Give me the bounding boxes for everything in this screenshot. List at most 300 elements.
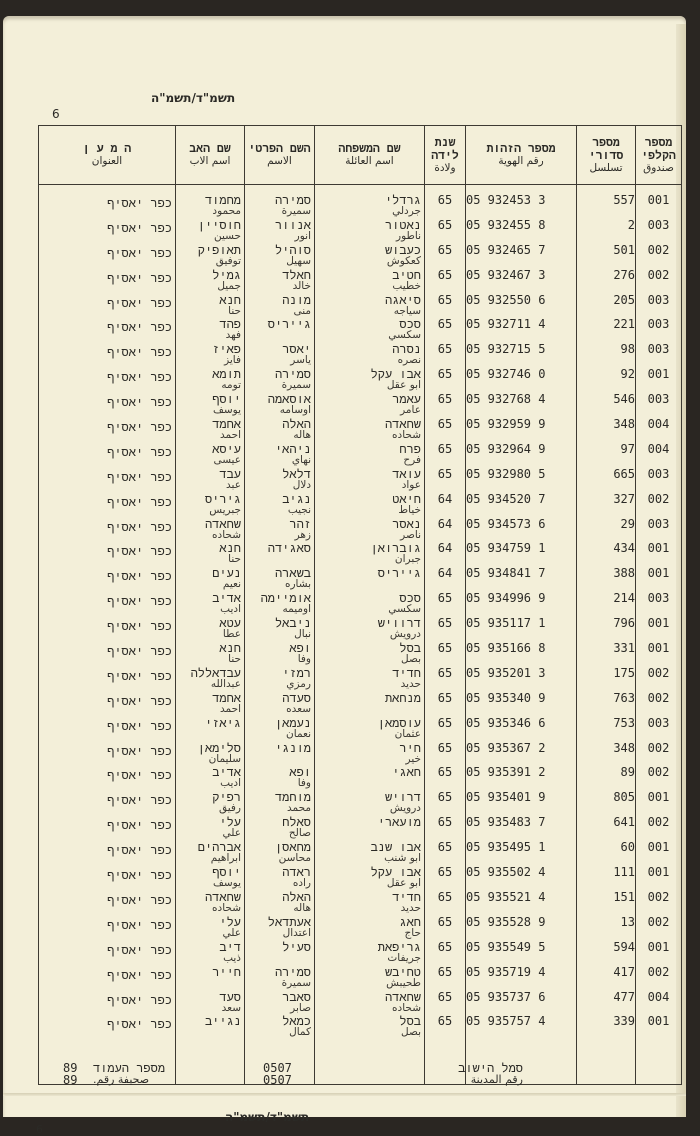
cell-birth-year: 64 (425, 567, 466, 592)
cell-family-name: חיאט خياط (315, 493, 425, 518)
cell-father-name: עבדאללה عبدالله (176, 667, 245, 692)
cell-serial: 434 (577, 542, 636, 567)
cell-id-number: 05 934759 1 (466, 542, 577, 567)
table-row (39, 468, 682, 493)
cell-family-name: נאטור ناطور (315, 219, 425, 244)
cell-family-name: עואד عواد (315, 468, 425, 493)
table-body (39, 185, 682, 1085)
cell-family-name: כעבוש كعكوش (315, 244, 425, 269)
table-header-row (39, 126, 682, 185)
page-number: 6 (52, 107, 60, 121)
table-row (39, 941, 682, 966)
cell-ballot: 001 (636, 941, 682, 966)
cell-father-name: מחמוד محمود (176, 194, 245, 219)
cell-serial: 276 (577, 269, 636, 294)
page-label: מספר העמוד (93, 1061, 166, 1075)
table-row (39, 692, 682, 717)
cell-ballot: 001 (636, 1015, 682, 1040)
cell-serial: 89 (577, 766, 636, 791)
cell-family-name: גוברואן جبران (315, 542, 425, 567)
cell-family-name: אבו שנב ابو شنب (315, 841, 425, 866)
cell-family-name: סיאגה سياجه (315, 294, 425, 319)
cell-id-number: 05 932711 4 (466, 318, 577, 343)
header-father-name: שם האב اسم الاب (176, 126, 245, 185)
cell-family-name: גייריס (315, 567, 425, 592)
cell-id-number: 05 935367 2 (466, 742, 577, 767)
cell-ballot: 003 (636, 468, 682, 493)
table-row (39, 343, 682, 368)
cell-father-name: אדיב اديب (176, 766, 245, 791)
cell-ballot: 004 (636, 991, 682, 1016)
cell-ballot: 002 (636, 493, 682, 518)
cell-ballot: 003 (636, 592, 682, 617)
cell-ballot: 002 (636, 966, 682, 991)
cell-serial: 753 (577, 717, 636, 742)
page-value: 89 (63, 1061, 78, 1075)
cell-address: כפר יאסיף (39, 194, 176, 219)
cell-id-number: 05 932550 6 (466, 294, 577, 319)
next-page-title: תשמ"ד/תשמ"ה (225, 1110, 310, 1124)
cell-father-name: אחמד احمد (176, 418, 245, 443)
cell-serial: 92 (577, 368, 636, 393)
cell-family-name: עאמר عامر (315, 393, 425, 418)
cell-serial: 97 (577, 443, 636, 468)
cell-father-name: פאיז فايز (176, 343, 245, 368)
cell-first-name: ניבאל نبال (245, 617, 315, 642)
cell-family-name: טחיבש طحيبش (315, 966, 425, 991)
cell-serial: 205 (577, 294, 636, 319)
cell-serial: 388 (577, 567, 636, 592)
table-row (39, 866, 682, 891)
cell-serial: 98 (577, 343, 636, 368)
cell-family-name: סכס سكسي (315, 318, 425, 343)
cell-address: כפר יאסיף (39, 841, 176, 866)
cell-ballot: 002 (636, 766, 682, 791)
table-row (39, 393, 682, 418)
cell-family-name: חיר خير (315, 742, 425, 767)
cell-serial: 417 (577, 966, 636, 991)
table-row (39, 567, 682, 592)
cell-family-name: בסל بصل (315, 1015, 425, 1040)
cell-father-name: תאופיק توفيق (176, 244, 245, 269)
page-label-arabic: صحيفة رقم. (93, 1073, 150, 1086)
cell-birth-year: 65 (425, 841, 466, 866)
header-serial: מספר סדורי تسلسل (577, 126, 636, 185)
cell-father-name: דיב ذيب (176, 941, 245, 966)
cell-serial: 546 (577, 393, 636, 418)
cell-family-name: עוסמאן عثمان (315, 717, 425, 742)
cell-id-number: 05 935521 4 (466, 891, 577, 916)
cell-family-name: נסרה نصره (315, 343, 425, 368)
cell-father-name: סעד سعد (176, 991, 245, 1016)
cell-birth-year: 65 (425, 443, 466, 468)
cell-first-name: אוסאמה اوسامه (245, 393, 315, 418)
cell-father-name: אחמד احمد (176, 692, 245, 717)
cell-birth-year: 65 (425, 816, 466, 841)
cell-address: כפר יאסיף (39, 617, 176, 642)
cell-address: כפר יאסיף (39, 468, 176, 493)
cell-ballot: 003 (636, 318, 682, 343)
page-value-arabic: 89 (63, 1073, 78, 1087)
cell-father-name: גמיל جميل (176, 269, 245, 294)
cell-ballot: 002 (636, 692, 682, 717)
cell-birth-year: 65 (425, 692, 466, 717)
cell-ballot: 002 (636, 891, 682, 916)
cell-birth-year: 65 (425, 294, 466, 319)
cell-first-name: בשארה بشاره (245, 567, 315, 592)
cell-address: כפר יאסיף (39, 816, 176, 841)
cell-id-number: 05 935549 5 (466, 941, 577, 966)
cell-ballot: 002 (636, 742, 682, 767)
cell-birth-year: 64 (425, 518, 466, 543)
cell-family-name: פרח فرح (315, 443, 425, 468)
cell-id-number: 05 935719 4 (466, 966, 577, 991)
cell-address: כפר יאסיף (39, 294, 176, 319)
cell-ballot: 002 (636, 816, 682, 841)
cell-address: כפר יאסיף (39, 418, 176, 443)
cell-serial: 221 (577, 318, 636, 343)
cell-father-name: חייר (176, 966, 245, 991)
cell-birth-year: 65 (425, 891, 466, 916)
cell-ballot: 002 (636, 916, 682, 941)
cell-ballot: 002 (636, 667, 682, 692)
cell-family-name: סכס سكسي (315, 592, 425, 617)
cell-id-number: 05 934841 7 (466, 567, 577, 592)
cell-first-name: מונגי (245, 742, 315, 767)
cell-family-name: חדיד حديد (315, 667, 425, 692)
cell-birth-year: 65 (425, 617, 466, 642)
cell-father-name: נגייב (176, 1015, 245, 1040)
table-row (39, 791, 682, 816)
cell-family-name: דרויש درويش (315, 791, 425, 816)
cell-first-name: ראדה راده (245, 866, 315, 891)
cell-birth-year: 65 (425, 1015, 466, 1040)
cell-first-name: אנוור انور (245, 219, 315, 244)
table-row (39, 219, 682, 244)
cell-first-name: אומיימה اوميمه (245, 592, 315, 617)
cell-first-name: דלאל دلال (245, 468, 315, 493)
cell-id-number: 05 932768 4 (466, 393, 577, 418)
cell-serial: 348 (577, 418, 636, 443)
cell-id-number: 05 932959 9 (466, 418, 577, 443)
cell-serial: 331 (577, 642, 636, 667)
cell-birth-year: 65 (425, 866, 466, 891)
table-row (39, 318, 682, 343)
cell-father-name: אדיב اديب (176, 592, 245, 617)
cell-family-name: גרדלי جردلي (315, 194, 425, 219)
cell-address: כפר יאסיף (39, 1015, 176, 1040)
cell-father-name: גיריס جبريس (176, 493, 245, 518)
header-birth-year: שנת לידה ولادة (425, 126, 466, 185)
cell-birth-year: 65 (425, 244, 466, 269)
cell-serial: 805 (577, 791, 636, 816)
table-row (39, 493, 682, 518)
cell-address: כפר יאסיף (39, 966, 176, 991)
cell-address: כפר יאסיף (39, 766, 176, 791)
cell-father-name: תומא تومه (176, 368, 245, 393)
cell-address: כפר יאסיף (39, 592, 176, 617)
cell-serial: 339 (577, 1015, 636, 1040)
cell-id-number: 05 935528 9 (466, 916, 577, 941)
cell-family-name: חדיד حديد (315, 891, 425, 916)
cell-serial: 13 (577, 916, 636, 941)
cell-family-name: דרוויש درويش (315, 617, 425, 642)
cell-ballot: 001 (636, 642, 682, 667)
table-row (39, 642, 682, 667)
cell-id-number: 05 935346 6 (466, 717, 577, 742)
cell-birth-year: 65 (425, 916, 466, 941)
cell-id-number: 05 935201 3 (466, 667, 577, 692)
cell-first-name: יאסר ياسر (245, 343, 315, 368)
cell-id-number: 05 935737 6 (466, 991, 577, 1016)
cell-id-number: 05 935483 7 (466, 816, 577, 841)
cell-birth-year: 65 (425, 269, 466, 294)
cell-father-name: חנא حنا (176, 642, 245, 667)
next-page-number: 6 (36, 1123, 43, 1136)
cell-ballot: 001 (636, 791, 682, 816)
cell-serial: 501 (577, 244, 636, 269)
cell-first-name: כמאל كمال (245, 1015, 315, 1040)
cell-father-name: יוסף يوسف (176, 393, 245, 418)
table-row (39, 816, 682, 841)
locality-label-arabic: رقم المدينة (470, 1073, 523, 1086)
table-row (39, 667, 682, 692)
cell-birth-year: 65 (425, 393, 466, 418)
cell-family-name: בסל بصل (315, 642, 425, 667)
cell-birth-year: 65 (425, 991, 466, 1016)
cell-address: כפר יאסיף (39, 393, 176, 418)
cell-id-number: 05 932715 5 (466, 343, 577, 368)
voter-register-table (38, 125, 682, 1085)
table-row (39, 592, 682, 617)
cell-first-name: סעיל (245, 941, 315, 966)
cell-id-number: 05 935391 2 (466, 766, 577, 791)
cell-birth-year: 65 (425, 368, 466, 393)
cell-birth-year: 65 (425, 642, 466, 667)
cell-id-number: 05 935401 9 (466, 791, 577, 816)
cell-serial: 665 (577, 468, 636, 493)
cell-address: כפר יאסיף (39, 667, 176, 692)
cell-birth-year: 65 (425, 941, 466, 966)
cell-ballot: 003 (636, 294, 682, 319)
cell-birth-year: 65 (425, 966, 466, 991)
header-family-name: שם המשפחה اسم العائلة (315, 126, 425, 185)
cell-ballot: 001 (636, 368, 682, 393)
table-row (39, 841, 682, 866)
cell-address: כפר יאסיף (39, 717, 176, 742)
cell-first-name: רמזי رمزي (245, 667, 315, 692)
cell-id-number: 05 935495 1 (466, 841, 577, 866)
locality-code-arabic: 0507 (263, 1073, 292, 1087)
table-row (39, 244, 682, 269)
cell-address: כפר יאסיף (39, 742, 176, 767)
cell-birth-year: 65 (425, 766, 466, 791)
cell-serial: 348 (577, 742, 636, 767)
cell-family-name: גריפאת جريفات (315, 941, 425, 966)
cell-father-name: רפיק رفيق (176, 791, 245, 816)
cell-id-number: 05 932455 8 (466, 219, 577, 244)
table-row (39, 194, 682, 219)
cell-birth-year: 65 (425, 468, 466, 493)
table-row (39, 418, 682, 443)
cell-first-name: מחאסן محاسن (245, 841, 315, 866)
cell-father-name: עטא عطا (176, 617, 245, 642)
cell-first-name: סוהיל سهيل (245, 244, 315, 269)
cell-birth-year: 65 (425, 667, 466, 692)
cell-address: כפר יאסיף (39, 219, 176, 244)
cell-first-name: ניהאי نهاي (245, 443, 315, 468)
table-row (39, 518, 682, 543)
cell-address: כפר יאסיף (39, 916, 176, 941)
cell-birth-year: 65 (425, 791, 466, 816)
cell-serial: 763 (577, 692, 636, 717)
locality-code: 0507 (263, 1061, 292, 1075)
cell-address: כפר יאסיף (39, 244, 176, 269)
cell-ballot: 001 (636, 194, 682, 219)
cell-id-number: 05 935340 9 (466, 692, 577, 717)
cell-address: כפר יאסיף (39, 941, 176, 966)
cell-id-number: 05 935757 4 (466, 1015, 577, 1040)
cell-ballot: 003 (636, 717, 682, 742)
cell-address: כפר יאסיף (39, 493, 176, 518)
cell-id-number: 05 935502 4 (466, 866, 577, 891)
cell-serial: 594 (577, 941, 636, 966)
cell-first-name: סאלח صالح (245, 816, 315, 841)
cell-father-name: אברהים ابراهيم (176, 841, 245, 866)
table-row (39, 443, 682, 468)
cell-first-name: סעדה سعده (245, 692, 315, 717)
cell-serial: 477 (577, 991, 636, 1016)
table-row (39, 617, 682, 642)
cell-father-name: עלי علي (176, 816, 245, 841)
cell-father-name: סלימאן سليمان (176, 742, 245, 767)
cell-address: כפר יאסיף (39, 567, 176, 592)
cell-id-number: 05 932746 0 (466, 368, 577, 393)
cell-first-name: סמירה سميرة (245, 966, 315, 991)
cell-birth-year: 64 (425, 493, 466, 518)
cell-first-name: מונה منى (245, 294, 315, 319)
cell-first-name: נעמאן نعمان (245, 717, 315, 742)
cell-first-name: סאגידה (245, 542, 315, 567)
cell-id-number: 05 935166 8 (466, 642, 577, 667)
header-address: ה מ ע ן العنوان (39, 126, 176, 185)
cell-family-name: חאגי (315, 766, 425, 791)
table-row (39, 269, 682, 294)
cell-father-name: עבד عبد (176, 468, 245, 493)
cell-family-name: אבו עקל ابو عقل (315, 368, 425, 393)
footer (63, 1062, 523, 1092)
header-first-name: השם הפרטי الاسم (245, 126, 315, 185)
cell-birth-year: 65 (425, 343, 466, 368)
page-fold (3, 1093, 686, 1096)
cell-address: כפר יאסיף (39, 891, 176, 916)
cell-birth-year: 65 (425, 717, 466, 742)
cell-serial: 214 (577, 592, 636, 617)
cell-address: כפר יאסיף (39, 692, 176, 717)
cell-serial: 796 (577, 617, 636, 642)
cell-family-name: אבו עקל ابو عقل (315, 866, 425, 891)
cell-serial: 111 (577, 866, 636, 891)
cell-address: כפר יאסיף (39, 343, 176, 368)
cell-serial: 175 (577, 667, 636, 692)
cell-ballot: 003 (636, 393, 682, 418)
cell-address: כפר יאסיף (39, 318, 176, 343)
table-row (39, 966, 682, 991)
cell-father-name: עיסא عيسى (176, 443, 245, 468)
cell-father-name: שחאדה شحاده (176, 891, 245, 916)
cell-father-name: גיאזי (176, 717, 245, 742)
cell-id-number: 05 932964 9 (466, 443, 577, 468)
cell-ballot: 001 (636, 542, 682, 567)
cell-address: כפר יאסיף (39, 443, 176, 468)
cell-father-name: יוסף يوسف (176, 866, 245, 891)
cell-family-name: מנחאת (315, 692, 425, 717)
header-ballot: מספר הקלפי صندوق (636, 126, 682, 185)
cell-first-name: מוחמד محمد (245, 791, 315, 816)
table-row (39, 717, 682, 742)
cell-serial: 641 (577, 816, 636, 841)
locality-label: סמל הישוב (458, 1061, 523, 1075)
cell-serial: 151 (577, 891, 636, 916)
cell-first-name: סמירה سميرة (245, 368, 315, 393)
document-page (3, 16, 686, 1136)
cell-address: כפר יאסיף (39, 518, 176, 543)
cell-ballot: 002 (636, 269, 682, 294)
cell-id-number: 05 934520 7 (466, 493, 577, 518)
cell-serial: 327 (577, 493, 636, 518)
header-id-number: מספר הזהות رقم الهوية (466, 126, 577, 185)
cell-id-number: 05 935117 1 (466, 617, 577, 642)
cell-father-name: חנא حنا (176, 542, 245, 567)
cell-id-number: 05 932453 3 (466, 194, 577, 219)
cell-father-name: עלי علي (176, 916, 245, 941)
cell-father-name: נעים نعيم (176, 567, 245, 592)
cell-first-name: זהר زهر (245, 518, 315, 543)
cell-address: כפר יאסיף (39, 368, 176, 393)
cell-address: כפר יאסיף (39, 991, 176, 1016)
table-row (39, 766, 682, 791)
cell-birth-year: 65 (425, 194, 466, 219)
cell-first-name: חאלד خالد (245, 269, 315, 294)
cell-first-name: האלה هاله (245, 891, 315, 916)
cell-father-name: חנא حنا (176, 294, 245, 319)
cell-id-number: 05 932465 7 (466, 244, 577, 269)
table-row (39, 294, 682, 319)
cell-father-name: שחאדה شحاده (176, 518, 245, 543)
table-row (39, 542, 682, 567)
cell-first-name: האלה هاله (245, 418, 315, 443)
cell-first-name: נגיב نجيب (245, 493, 315, 518)
cell-birth-year: 65 (425, 219, 466, 244)
cell-ballot: 001 (636, 617, 682, 642)
cell-address: כפר יאסיף (39, 269, 176, 294)
cell-address: כפר יאסיף (39, 542, 176, 567)
cell-first-name: גייריס (245, 318, 315, 343)
cell-id-number: 05 934573 6 (466, 518, 577, 543)
cell-birth-year: 65 (425, 742, 466, 767)
cell-address: כפר יאסיף (39, 791, 176, 816)
table-row (39, 891, 682, 916)
table-row (39, 991, 682, 1016)
cell-first-name: סמירה سميرة (245, 194, 315, 219)
spacer-row (39, 185, 682, 195)
cell-birth-year: 65 (425, 418, 466, 443)
table-row (39, 916, 682, 941)
cell-serial: 557 (577, 194, 636, 219)
cell-first-name: סאבר صابر (245, 991, 315, 1016)
cell-address: כפר יאסיף (39, 642, 176, 667)
cell-birth-year: 65 (425, 318, 466, 343)
